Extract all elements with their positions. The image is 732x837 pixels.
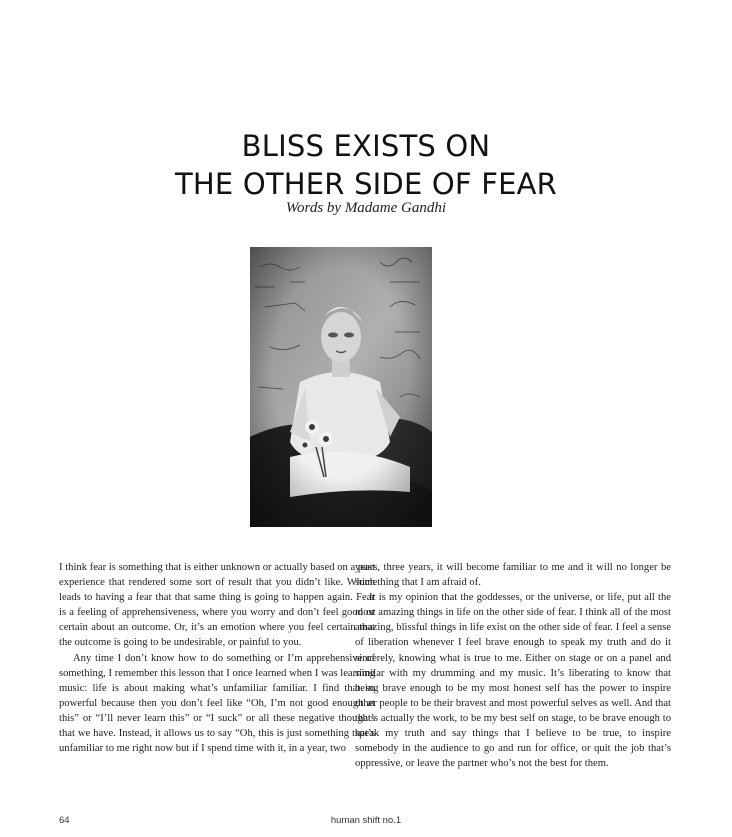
- portrait-photo: [250, 247, 432, 527]
- paragraph: Any time I don’t know how to do something or I’m apprehensive of something, I remember this lesson that I once learned when I was learning music: life is about making what’s unfamiliar familiar. I find that so powerful because then you don’t feel like “Oh, I’m not good enough at this” or “I’ll never learn this” or “I suck” or all these negative thoughts that we have. Instead, it allows us to say “Oh, this is just something that’s unfamiliar to me right now but if I spend time with it, in a year, two: [59, 652, 375, 755]
- paragraph: I think fear is something that is either unknown or actually based on a past experience that rendered some sort of result that you didn’t like. Which leads to having a fear that that same thing is going to happen again. Fear is a feeling of apprehensiveness, where you worry and don’t feel good or certain about an outcome. Or, it’s an emotion where you feel certain that the outcome is going to be undesirable, or painful to you.: [59, 562, 375, 649]
- byline: Words by Madame Gandhi: [285, 200, 447, 216]
- publication-name: human shift no.1: [330, 815, 402, 826]
- paragraph: years, three years, it will become familiar to me and it will no longer be something that I am afraid of.: [355, 562, 671, 589]
- body-column-left: [59, 560, 375, 756]
- title-line-1: BLISS EXISTS ON: [241, 129, 491, 164]
- title-line-2: THE OTHER SIDE OF FEAR: [174, 167, 558, 202]
- body-column-right: [355, 560, 671, 771]
- paragraph: It is my opinion that the goddesses, or the universe, or life, put all the most amazing things in life on the other side of fear. I think all of the most amazing, blissful things in life exist on the other side of fear. I feel a sense of liberation whenever I feel brave enough to speak my truth and do it sincerely, knowing what is true to me. Either on stage or on a panel and similar with my drumming and my music. It’s liberating to know that being brave enough to be my most honest self has the power to inspire other people to be their bravest and most powerful selves as well. And that that’s actually the work, to be my best self on stage, to be brave enough to speak my truth and say things that I believe to be true, to inspire somebody in the audience to go and run for office, or quit the job that’s oppressive, or leave the partner who’s not the best for them.: [355, 592, 671, 770]
- article-title: [0, 127, 732, 203]
- page-number: 64: [59, 815, 70, 826]
